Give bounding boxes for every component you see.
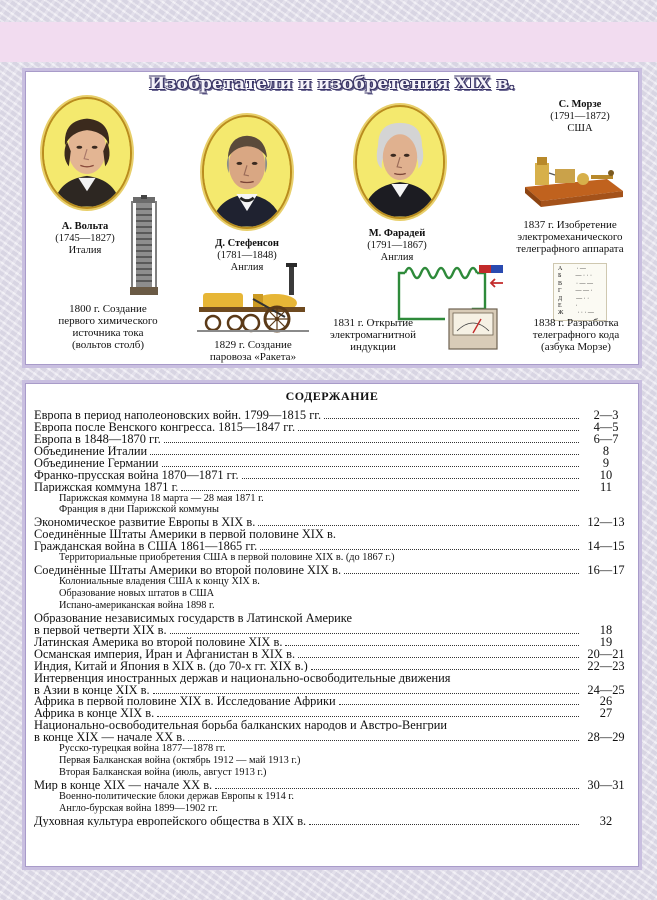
toc-subentry	[34, 791, 630, 803]
morse-caption	[525, 99, 635, 135]
toc-entry	[34, 624, 630, 636]
toc-entry-title: Духовная культура европейского общества в XIX в.	[34, 814, 307, 827]
toc-page-number: 4—5	[593, 420, 619, 433]
stephenson-invention-line: паровоза «Ракета»	[209, 351, 297, 363]
toc-entry-title: в первой четверти XIX в.	[34, 623, 167, 636]
toc-entry-title: Индия, Китай и Япония в XIX в. (до 70-х гг. XIX в.)	[34, 659, 308, 672]
toc-page-number: 16—17	[587, 564, 625, 577]
toc-dot-leader	[215, 788, 579, 789]
toc-page-number: 11	[600, 480, 612, 493]
rocket-locomotive-illustration	[197, 263, 309, 333]
toc-dot-leader	[181, 490, 579, 491]
toc-subentry	[34, 493, 630, 505]
toc-subentry	[34, 576, 630, 588]
faraday-invention-line: 1831 г. Открытие	[332, 317, 414, 329]
toc-entry-title: Экономическое развитие Европы в XIX в.	[34, 516, 256, 529]
table-of-contents	[22, 380, 642, 870]
toc-page-number: 9	[602, 456, 610, 469]
faraday-invention-line: индукции	[350, 341, 396, 353]
morse-years: (1791—1872)	[550, 111, 610, 122]
toc-entry	[34, 528, 630, 540]
toc-dot-leader	[164, 442, 579, 443]
volta-country: Италия	[68, 245, 102, 256]
toc-page-number: 10	[599, 468, 613, 481]
morse-letter: Г	[558, 288, 562, 295]
toc-dot-leader	[309, 824, 579, 825]
toc-entry-title: Латинская Америка во второй половине XIX в.	[34, 635, 283, 648]
toc-entry	[34, 421, 630, 433]
morse-letter: Д	[558, 295, 563, 302]
toc-entry	[34, 481, 630, 493]
toc-entry-title: Вторая Балканская война (июль, август 1913 г.)	[59, 767, 267, 779]
toc-subentry	[34, 755, 630, 767]
morse-invention-code	[511, 317, 641, 353]
volta-caption	[35, 221, 135, 257]
toc-entry-title: Соединённые Штаты Америки в первой половине XIX в.	[34, 528, 336, 541]
morse-row	[558, 266, 602, 273]
toc-entry	[34, 516, 630, 528]
toc-dot-leader	[258, 525, 579, 526]
morse-invention-telegraph	[497, 219, 643, 255]
toc-entry-title: Африка в первой половине XIX в. Исследование Африки	[34, 695, 336, 708]
morse-row	[558, 281, 602, 288]
stephenson-invention	[193, 339, 313, 363]
toc-subentry	[34, 505, 630, 517]
toc-entry-title: Африка в конце XIX в.	[34, 707, 155, 720]
toc-dot-leader	[153, 693, 579, 694]
toc-entry	[34, 684, 630, 696]
toc-page-number: 26	[599, 695, 613, 708]
toc-entry	[34, 707, 630, 719]
inventors-panel	[22, 68, 642, 368]
toc-entry-title: Франция в дни Парижской коммуны	[59, 504, 219, 516]
toc-entry-title: Европа в 1848—1870 гг.	[34, 432, 161, 445]
toc-entry-title: Объединение Италии	[34, 444, 148, 457]
morse-letter: В	[558, 280, 563, 287]
toc-dot-leader	[242, 478, 579, 479]
morse-invention-line: 1838 г. Разработка	[533, 317, 619, 329]
faraday-country: Англия	[380, 252, 414, 263]
top-decorative-band	[0, 22, 657, 62]
toc-subentry	[34, 803, 630, 815]
toc-page-number: 8	[602, 444, 610, 457]
morse-name: С. Морзе	[558, 99, 602, 110]
morse-code: ·	[575, 303, 578, 310]
toc-dot-leader	[157, 716, 579, 717]
toc-entry	[34, 469, 630, 481]
toc-entry-title: Первая Балканская война (октябрь 1912 — май 1913 г.)	[59, 755, 301, 767]
volta-invention-line: 1800 г. Создание	[69, 303, 147, 315]
toc-subentry	[34, 743, 630, 755]
volta-invention-line: источника тока	[72, 327, 144, 339]
faraday-name: М. Фарадей	[368, 228, 426, 239]
toc-entry-title: Европа после Венского конгресса. 1815—1847 гг.	[34, 420, 296, 433]
toc-entry-title: Мир в конце XIX — начале XX в.	[34, 779, 213, 791]
morse-invention-line: 1837 г. Изобретение	[523, 219, 617, 231]
toc-entry-title: Военно-политические блоки держав Европы к 1914 г.	[59, 791, 294, 802]
volta-invention-line: первого химического	[58, 315, 158, 327]
toc-page-number: 30—31	[587, 779, 625, 791]
stephenson-years: (1781—1848)	[217, 250, 277, 261]
toc-entry	[34, 540, 630, 552]
stephenson-portrait	[202, 115, 292, 229]
toc-entry	[34, 815, 630, 827]
toc-entry-title: Европа в период наполеоновских войн. 1799—1815 гг.	[34, 409, 322, 421]
morse-code: — · ·	[576, 295, 590, 302]
telegraph-apparatus-illustration	[521, 149, 625, 211]
toc-dot-leader	[162, 466, 580, 467]
toc-page-number: 12—13	[587, 516, 625, 529]
volta-invention	[33, 303, 183, 351]
toc-entry	[34, 409, 630, 421]
toc-entry	[34, 636, 630, 648]
toc-dot-leader	[339, 704, 579, 705]
toc-entry-title: Соединённые Штаты Америки во второй половине XIX в.	[34, 564, 342, 577]
stephenson-invention-line: 1829 г. Создание	[214, 339, 292, 351]
toc-entry-title: Образование независимых государств в Латинской Америке	[34, 611, 352, 624]
toc-page-number: 18	[599, 623, 613, 636]
morse-code: · — —	[576, 280, 594, 287]
morse-code-table	[553, 263, 607, 321]
toc-entry	[34, 612, 630, 624]
toc-dot-leader	[298, 430, 579, 431]
toc-entry-title: Испано-американская война 1898 г.	[59, 600, 215, 611]
volta-years: (1745—1827)	[55, 233, 115, 244]
toc-entry-title: в Азии в конце XIX в.	[34, 683, 150, 696]
toc-entry	[34, 445, 630, 457]
toc-dot-leader	[150, 454, 579, 455]
morse-invention-line: телеграфного кода	[532, 329, 620, 341]
toc-list	[34, 409, 630, 827]
toc-page-number: 32	[599, 814, 613, 827]
voltaic-pile-illustration	[129, 195, 159, 299]
toc-entry-title: Парижская коммуна 18 марта — 28 мая 1871 г.	[59, 492, 264, 504]
morse-code: · · · —	[577, 310, 594, 317]
toc-entry	[34, 779, 630, 791]
inventors-title: Изобретатели и изобретения XIX в.	[149, 74, 515, 94]
morse-code: — — ·	[575, 288, 593, 295]
toc-entry	[34, 731, 630, 743]
toc-entry-title: Англо-бурская война 1899—1902 гг.	[59, 802, 218, 814]
morse-letter: А	[558, 266, 563, 272]
toc-entry-title: Колониальные владения США к концу XIX в.	[59, 576, 260, 588]
toc-page-number: 19	[599, 635, 613, 648]
toc-subentry	[34, 552, 630, 564]
toc-entry-title: Русско-турецкая война 1877—1878 гг.	[59, 743, 226, 755]
morse-code: — · · ·	[575, 273, 592, 280]
toc-dot-leader	[285, 645, 579, 646]
toc-dot-leader	[260, 549, 579, 550]
toc-entry-title: Гражданская война в США 1861—1865 гг.	[34, 540, 258, 553]
toc-dot-leader	[311, 669, 579, 670]
toc-page-number: 14—15	[587, 540, 625, 553]
morse-row	[558, 273, 602, 280]
morse-letter: Ж	[558, 310, 564, 317]
faraday-invention-line: электромагнитной	[330, 329, 416, 341]
toc-subentry	[34, 767, 630, 779]
stephenson-country: Англия	[230, 262, 264, 273]
toc-entry-title: Парижская коммуна 1871 г.	[34, 480, 179, 493]
faraday-invention	[317, 317, 429, 353]
morse-row	[558, 296, 602, 303]
faraday-years: (1791—1867)	[367, 240, 427, 251]
toc-entry-title: Интервенция иностранных держав и национально-освободительные движения	[34, 671, 451, 684]
toc-page-number: 20—21	[587, 647, 625, 660]
toc-entry	[34, 457, 630, 469]
toc-entry-title: Национально-освободительная борьба балканских народов и Австро-Венгрии	[34, 719, 447, 732]
toc-page-number: 22—23	[587, 659, 625, 672]
toc-page-number: 27	[599, 707, 613, 720]
toc-dot-leader	[344, 573, 579, 574]
morse-invention-line: телеграфного аппарата	[516, 243, 624, 255]
toc-dot-leader	[324, 418, 579, 419]
toc-entry	[34, 672, 630, 684]
toc-subentry	[34, 588, 630, 600]
morse-letter: Е	[558, 303, 562, 310]
toc-dot-leader	[188, 740, 579, 741]
toc-entry	[34, 564, 630, 576]
morse-country: США	[567, 123, 593, 134]
toc-dot-leader	[170, 633, 579, 634]
toc-page-number: 28—29	[587, 731, 625, 744]
volta-portrait	[42, 97, 132, 209]
toc-entry	[34, 648, 630, 660]
toc-title: СОДЕРЖАНИЕ	[285, 389, 379, 403]
toc-entry	[34, 660, 630, 672]
toc-entry-title: Османская империя, Иран и Афганистан в XIX в.	[34, 647, 296, 660]
toc-subentry	[34, 600, 630, 612]
toc-entry-title: Франко-прусская война 1870—1871 гг.	[34, 468, 239, 481]
morse-code: · —	[576, 266, 586, 272]
toc-dot-leader	[298, 657, 579, 658]
volta-invention-line: (вольтов столб)	[72, 339, 144, 351]
toc-entry-title: Образование новых штатов в США	[59, 588, 215, 599]
morse-row	[558, 288, 602, 295]
toc-entry-title: Объединение Германии	[34, 456, 159, 469]
toc-entry	[34, 433, 630, 445]
morse-invention-line: электромеханического	[517, 231, 623, 243]
toc-entry	[34, 719, 630, 731]
morse-row	[558, 303, 602, 310]
faraday-portrait	[355, 105, 445, 219]
toc-entry-title: Территориальные приобретения США в первой половине XIX в. (до 1867 г.)	[59, 552, 395, 564]
toc-page-number: 24—25	[587, 683, 625, 696]
toc-page-number: 2—3	[593, 409, 619, 421]
toc-page-number: 6—7	[593, 432, 619, 445]
morse-letter: Б	[558, 273, 562, 280]
volta-name: А. Вольта	[61, 221, 109, 232]
stephenson-name: Д. Стефенсон	[215, 238, 279, 249]
toc-entry-title: в конце XIX — начале XX в.	[34, 731, 186, 744]
toc-entry	[34, 696, 630, 708]
morse-invention-line: (азбука Морзе)	[541, 341, 611, 353]
